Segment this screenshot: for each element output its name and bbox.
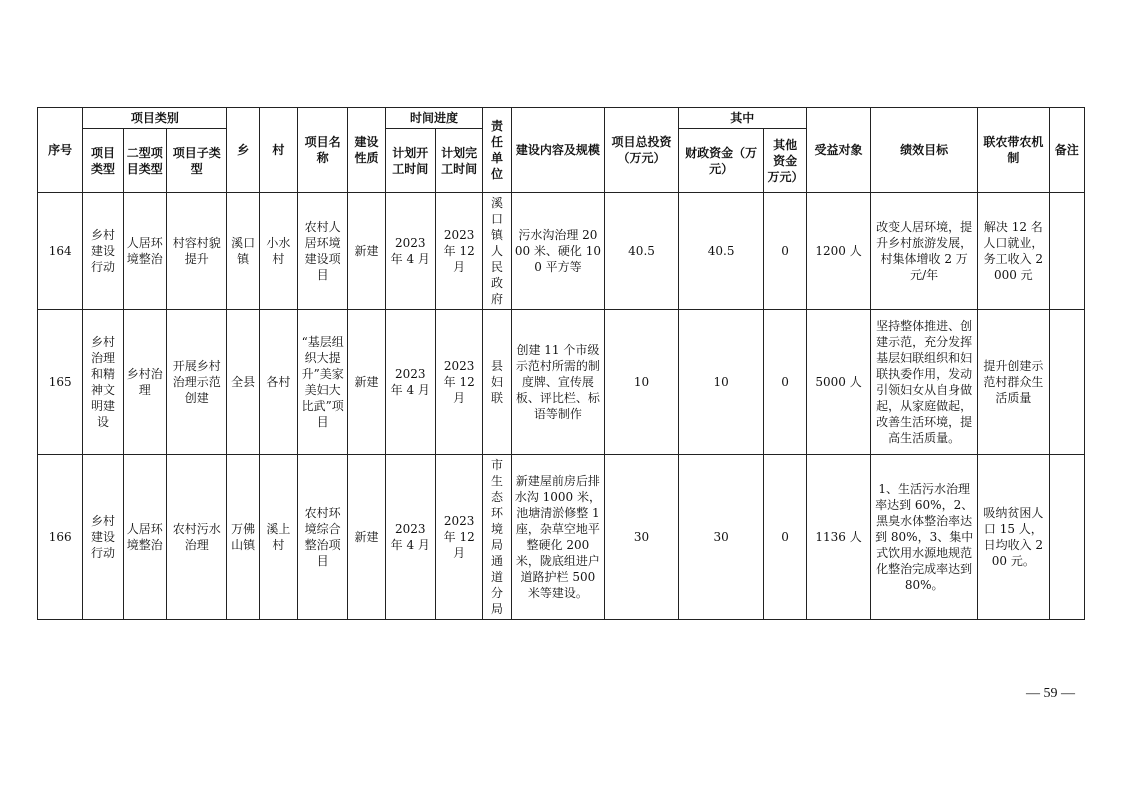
cell-nature: 新建 bbox=[348, 455, 385, 620]
header-project-type: 项目类型 bbox=[83, 129, 123, 193]
cell-remark bbox=[1049, 193, 1084, 310]
cell-linkage: 解决 12 名人口就业，务工收入 2000 元 bbox=[978, 193, 1050, 310]
project-table bbox=[37, 107, 1085, 620]
cell-total-investment: 30 bbox=[605, 455, 679, 620]
cell-fiscal-funds: 40.5 bbox=[678, 193, 764, 310]
header-content: 建设内容及规模 bbox=[511, 108, 605, 193]
cell-performance: 改变人居环境，提升乡村旅游发展，村集体增收 2 万元/年 bbox=[871, 193, 978, 310]
table-row bbox=[38, 193, 1085, 310]
cell-type2: 人居环境整治 bbox=[123, 455, 166, 620]
header-time-group: 时间进度 bbox=[385, 108, 483, 129]
cell-plan-start: 2023 年 4 月 bbox=[385, 455, 435, 620]
page-number: — 59 — bbox=[1026, 686, 1075, 701]
header-total-investment: 项目总投资（万元） bbox=[605, 108, 679, 193]
cell-project-type: 乡村治理和精神文明建设 bbox=[83, 310, 123, 455]
cell-content: 污水沟治理 2000 米、硬化 100 平方等 bbox=[511, 193, 605, 310]
cell-linkage: 提升创建示范村群众生活质量 bbox=[978, 310, 1050, 455]
header-subtype: 项目子类型 bbox=[166, 129, 226, 193]
cell-subtype: 农村污水治理 bbox=[166, 455, 226, 620]
header-of-which: 其中 bbox=[678, 108, 806, 129]
header-plan-end: 计划完工时间 bbox=[436, 129, 483, 193]
cell-total-investment: 40.5 bbox=[605, 193, 679, 310]
header-performance: 绩效目标 bbox=[871, 108, 978, 193]
cell-other-funds: 0 bbox=[764, 455, 806, 620]
cell-project-name: 农村人居环境建设项目 bbox=[297, 193, 347, 310]
cell-type2: 人居环境整治 bbox=[123, 193, 166, 310]
header-type2: 二型项目类型 bbox=[123, 129, 166, 193]
cell-fiscal-funds: 10 bbox=[678, 310, 764, 455]
cell-project-name: “基层组织大提升”美家美妇大比武”项目 bbox=[297, 310, 347, 455]
cell-project-type: 乡村建设行动 bbox=[83, 455, 123, 620]
cell-subtype: 开展乡村治理示范创建 bbox=[166, 310, 226, 455]
cell-linkage: 吸纳贫困人口 15 人，日均收入 200 元。 bbox=[978, 455, 1050, 620]
cell-responsible-unit: 溪口镇人民政府 bbox=[483, 193, 511, 310]
cell-project-type: 乡村建设行动 bbox=[83, 193, 123, 310]
cell-village: 小水村 bbox=[259, 193, 297, 310]
cell-type2: 乡村治理 bbox=[123, 310, 166, 455]
cell-performance: 1、生活污水治理率达到 60%，2、黑臭水体整治率达到 80%，3、集中式饮用水源地规范化整治完成率达到 80%。 bbox=[871, 455, 978, 620]
cell-town: 万佛山镇 bbox=[227, 455, 259, 620]
table-row bbox=[38, 310, 1085, 455]
cell-total-investment: 10 bbox=[605, 310, 679, 455]
header-remark: 备注 bbox=[1049, 108, 1084, 193]
cell-performance: 坚持整体推进、创建示范，充分发挥基层妇联组织和妇联执委作用，发动引领妇女从自身做起，从家庭做起，改善生活环境，提高生活质量。 bbox=[871, 310, 978, 455]
cell-village: 各村 bbox=[259, 310, 297, 455]
header-plan-start: 计划开工时间 bbox=[385, 129, 435, 193]
cell-plan-start: 2023 年 4 月 bbox=[385, 193, 435, 310]
cell-plan-end: 2023 年 12 月 bbox=[436, 310, 483, 455]
cell-village: 溪上村 bbox=[259, 455, 297, 620]
cell-responsible-unit: 县妇联 bbox=[483, 310, 511, 455]
cell-fiscal-funds: 30 bbox=[678, 455, 764, 620]
header-responsible-unit: 责任单位 bbox=[483, 108, 511, 193]
header-beneficiary: 受益对象 bbox=[806, 108, 870, 193]
header-other-funds: 其他资金万元） bbox=[764, 129, 806, 193]
cell-seq: 165 bbox=[38, 310, 83, 455]
table-row bbox=[38, 455, 1085, 620]
cell-project-name: 农村环境综合整治项目 bbox=[297, 455, 347, 620]
cell-nature: 新建 bbox=[348, 310, 385, 455]
cell-content: 创建 11 个市级示范村所需的制度牌、宣传展板、评比栏、标语等制作 bbox=[511, 310, 605, 455]
cell-plan-end: 2023 年 12 月 bbox=[436, 455, 483, 620]
header-seq: 序号 bbox=[38, 108, 83, 193]
cell-town: 溪口镇 bbox=[227, 193, 259, 310]
header-village: 村 bbox=[259, 108, 297, 193]
cell-seq: 166 bbox=[38, 455, 83, 620]
header-fiscal-funds: 财政资金（万元） bbox=[678, 129, 764, 193]
cell-responsible-unit: 市生态环境局通道分局 bbox=[483, 455, 511, 620]
cell-remark bbox=[1049, 310, 1084, 455]
cell-other-funds: 0 bbox=[764, 193, 806, 310]
cell-plan-start: 2023 年 4 月 bbox=[385, 310, 435, 455]
header-row-top bbox=[38, 108, 1085, 129]
cell-beneficiary: 1136 人 bbox=[806, 455, 870, 620]
cell-other-funds: 0 bbox=[764, 310, 806, 455]
header-nature: 建设性质 bbox=[348, 108, 385, 193]
cell-town: 全县 bbox=[227, 310, 259, 455]
header-category-group: 项目类别 bbox=[83, 108, 227, 129]
cell-content: 新建屋前房后排水沟 1000 米，池塘清淤修整 1 座，杂草空地平整硬化 200 米，陇底组进户道路护栏 500 米等建设。 bbox=[511, 455, 605, 620]
cell-nature: 新建 bbox=[348, 193, 385, 310]
cell-remark bbox=[1049, 455, 1084, 620]
cell-seq: 164 bbox=[38, 193, 83, 310]
cell-beneficiary: 5000 人 bbox=[806, 310, 870, 455]
header-linkage: 联农带农机制 bbox=[978, 108, 1050, 193]
header-town: 乡 bbox=[227, 108, 259, 193]
cell-beneficiary: 1200 人 bbox=[806, 193, 870, 310]
cell-plan-end: 2023 年 12 月 bbox=[436, 193, 483, 310]
cell-subtype: 村容村貌提升 bbox=[166, 193, 226, 310]
header-project-name: 项目名称 bbox=[297, 108, 347, 193]
